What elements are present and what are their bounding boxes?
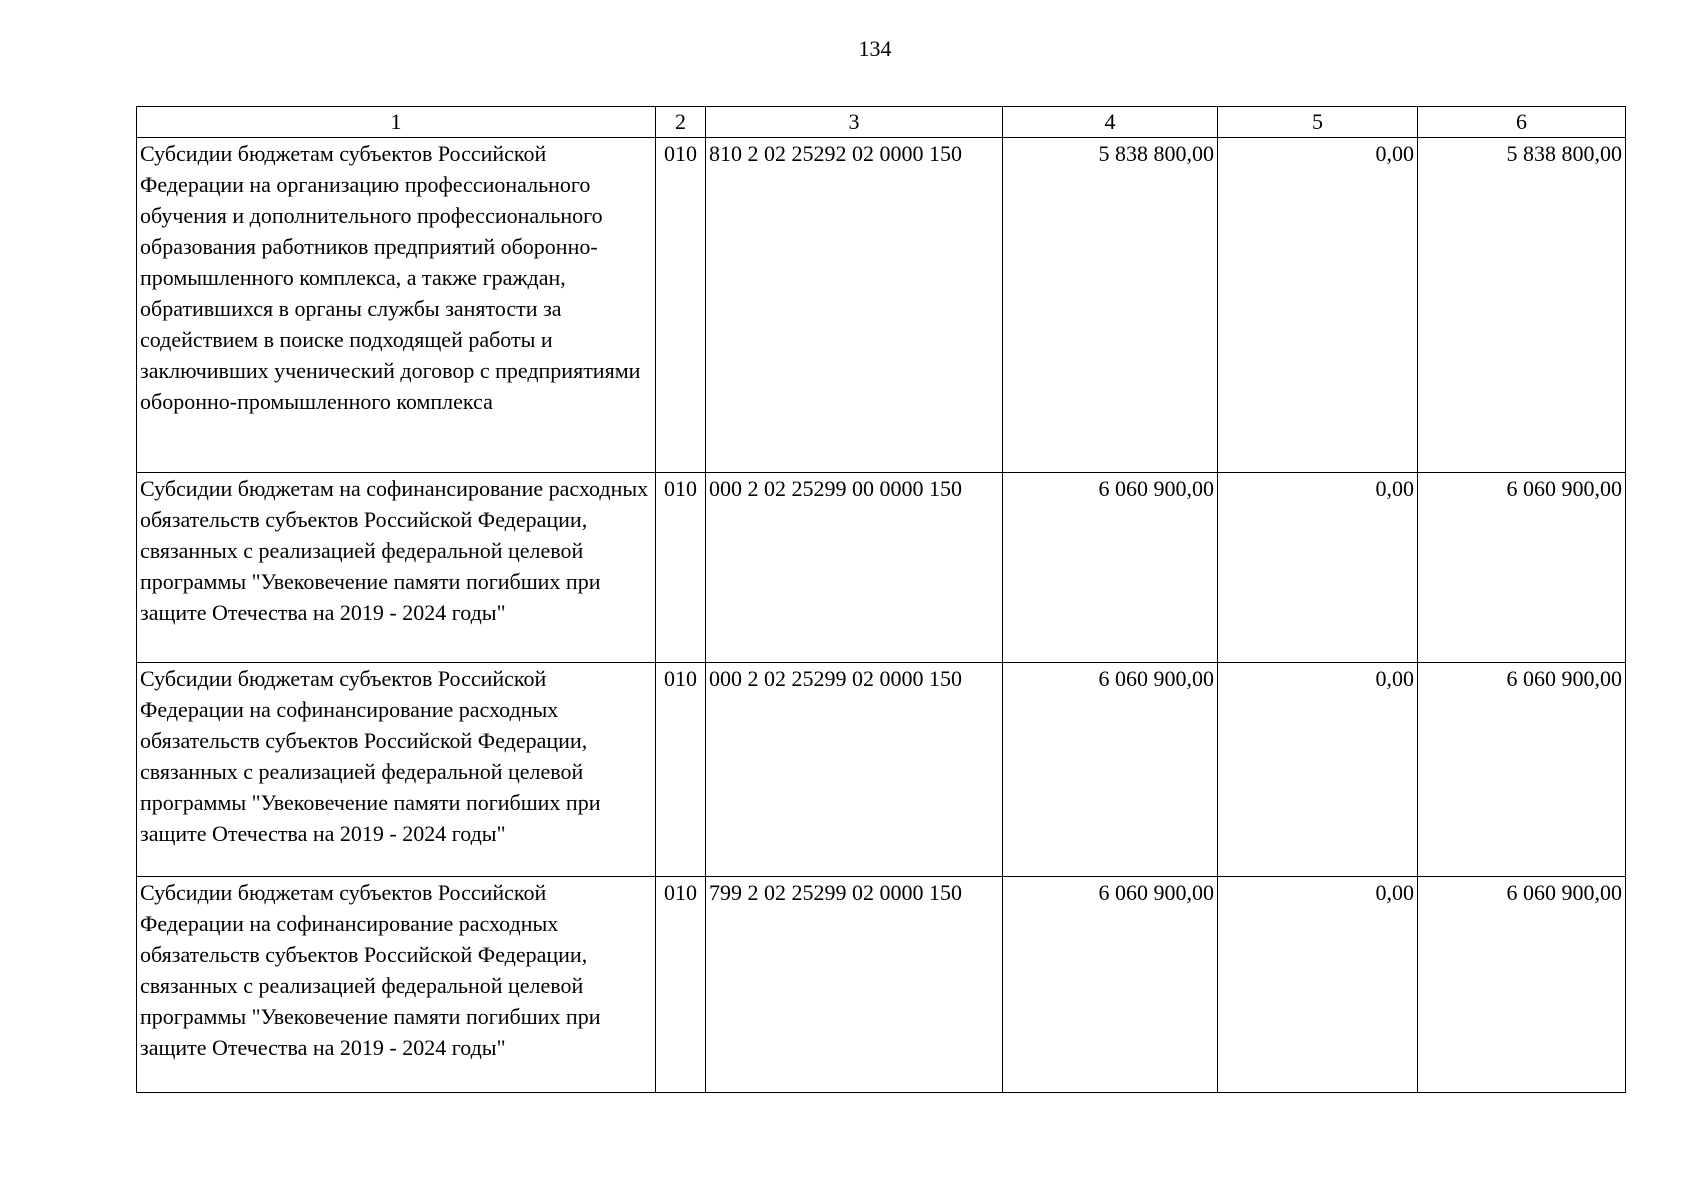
row-amount-col4: 6 060 900,00 — [1003, 663, 1218, 877]
row-amount-col5: 0,00 — [1218, 877, 1418, 1093]
row-classification-code: 000 2 02 25299 02 0000 150 — [706, 663, 1003, 877]
row-amount-col6: 6 060 900,00 — [1418, 877, 1626, 1093]
row-amount-col5: 0,00 — [1218, 663, 1418, 877]
column-header-1: 1 — [137, 107, 656, 138]
column-header-4: 4 — [1003, 107, 1218, 138]
header-row — [137, 107, 1626, 138]
row-description: Субсидии бюджетам субъектов Российской Федерации на софинансирование расходных обязательств субъектов Российской Федерации, связанных с реализацией федеральной целевой программы "Увековечение памяти погибших при защите Отечества на 2019 - 2024 годы" — [137, 877, 656, 1093]
row-code: 010 — [656, 877, 706, 1093]
row-description: Субсидии бюджетам субъектов Российской Федерации на организацию профессионального обучения и дополнительного профессионального образования работников предприятий оборонно-промышленного комплекса, а также граждан, обратившихся в органы службы занятости за содействием в поиске подходящей работы и заключивших ученический договор с предприятиями оборонно-промышленного комплекса — [137, 138, 656, 473]
row-amount-col6: 5 838 800,00 — [1418, 138, 1626, 473]
row-amount-col6: 6 060 900,00 — [1418, 473, 1626, 663]
row-classification-code: 799 2 02 25299 02 0000 150 — [706, 877, 1003, 1093]
row-amount-col4: 5 838 800,00 — [1003, 138, 1218, 473]
row-classification-code: 000 2 02 25299 00 0000 150 — [706, 473, 1003, 663]
row-amount-col5: 0,00 — [1218, 473, 1418, 663]
table-row — [137, 473, 1626, 663]
column-header-5: 5 — [1218, 107, 1418, 138]
column-header-2: 2 — [656, 107, 706, 138]
budget-table — [136, 106, 1626, 1093]
row-amount-col4: 6 060 900,00 — [1003, 473, 1218, 663]
row-classification-code: 810 2 02 25292 02 0000 150 — [706, 138, 1003, 473]
column-header-3: 3 — [706, 107, 1003, 138]
row-amount-col5: 0,00 — [1218, 138, 1418, 473]
table-row — [137, 663, 1626, 877]
table-row — [137, 877, 1626, 1093]
row-code: 010 — [656, 663, 706, 877]
table-row — [137, 138, 1626, 473]
column-header-6: 6 — [1418, 107, 1626, 138]
row-amount-col6: 6 060 900,00 — [1418, 663, 1626, 877]
row-description: Субсидии бюджетам субъектов Российской Федерации на софинансирование расходных обязательств субъектов Российской Федерации, связанных с реализацией федеральной целевой программы "Увековечение памяти погибших при защите Отечества на 2019 - 2024 годы" — [137, 663, 656, 877]
row-description: Субсидии бюджетам на софинансирование расходных обязательств субъектов Российской Федерации, связанных с реализацией федеральной целевой программы "Увековечение памяти погибших при защите Отечества на 2019 - 2024 годы" — [137, 473, 656, 663]
row-code: 010 — [656, 138, 706, 473]
page-number: 134 — [858, 36, 892, 61]
row-code: 010 — [656, 473, 706, 663]
row-amount-col4: 6 060 900,00 — [1003, 877, 1218, 1093]
